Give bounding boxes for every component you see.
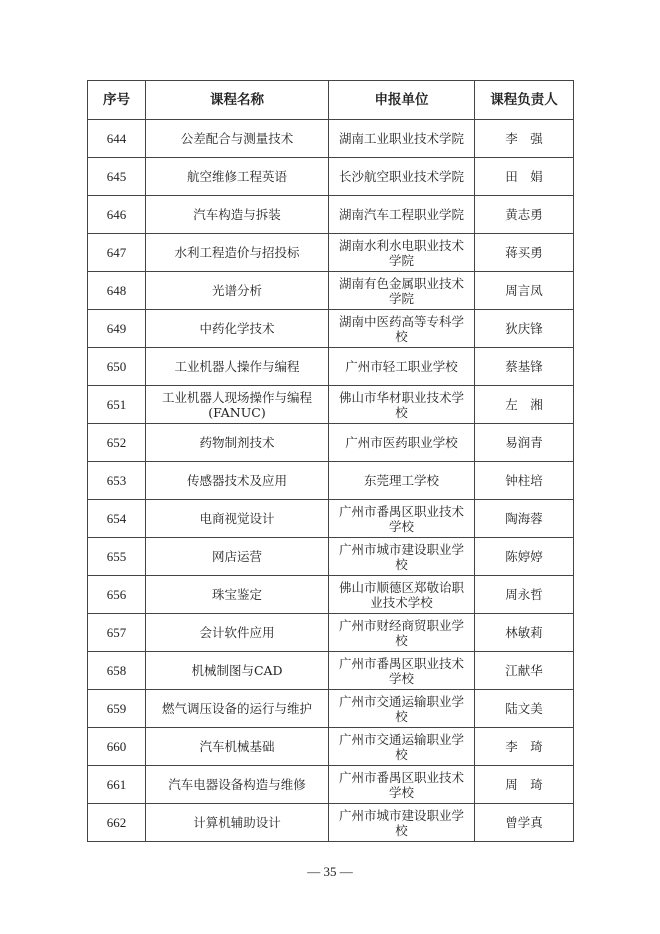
- course-name-cell: 燃气调压设备的运行与维护: [146, 690, 329, 728]
- header-course-name: 课程名称: [146, 81, 329, 120]
- course-name-cell: 光谱分析: [146, 272, 329, 310]
- serial-number-cell: 650: [88, 348, 146, 386]
- course-name-cell: 中药化学技术: [146, 310, 329, 348]
- applying-unit-cell: 佛山市顺德区郑敬诒职业技术学校: [329, 576, 475, 614]
- applying-unit-cell: 广州市交通运输职业学校: [329, 690, 475, 728]
- applying-unit-cell: 广州市番禺区职业技术学校: [329, 500, 475, 538]
- course-lead-cell: 陈婷婷: [475, 538, 574, 576]
- serial-number-cell: 645: [88, 158, 146, 196]
- course-name-cell: 工业机器人现场操作与编程(FANUC): [146, 386, 329, 424]
- applying-unit-cell: 长沙航空职业技术学院: [329, 158, 475, 196]
- table-row: [88, 500, 574, 538]
- course-name-cell: 机械制图与CAD: [146, 652, 329, 690]
- table-header-row: [88, 81, 574, 120]
- course-name-cell: 汽车机械基础: [146, 728, 329, 766]
- serial-number-cell: 659: [88, 690, 146, 728]
- table-row: [88, 272, 574, 310]
- serial-number-cell: 657: [88, 614, 146, 652]
- course-lead-cell: 黄志勇: [475, 196, 574, 234]
- course-lead-cell: 江献华: [475, 652, 574, 690]
- course-name-cell: 会计软件应用: [146, 614, 329, 652]
- serial-number-cell: 649: [88, 310, 146, 348]
- course-lead-cell: 林敏莉: [475, 614, 574, 652]
- course-lead-cell: 蔡基锋: [475, 348, 574, 386]
- course-lead-cell: 狄庆锋: [475, 310, 574, 348]
- table-row: [88, 690, 574, 728]
- serial-number-cell: 654: [88, 500, 146, 538]
- course-lead-cell: 周 琦: [475, 766, 574, 804]
- table-row: [88, 234, 574, 272]
- course-name-cell: 电商视觉设计: [146, 500, 329, 538]
- course-name-cell: 公差配合与测量技术: [146, 120, 329, 158]
- header-course-lead: 课程负责人: [475, 81, 574, 120]
- applying-unit-cell: 广州市财经商贸职业学校: [329, 614, 475, 652]
- serial-number-cell: 658: [88, 652, 146, 690]
- table-row: [88, 804, 574, 842]
- applying-unit-cell: 湖南有色金属职业技术学院: [329, 272, 475, 310]
- course-name-cell: 计算机辅助设计: [146, 804, 329, 842]
- course-name-cell: 珠宝鉴定: [146, 576, 329, 614]
- applying-unit-cell: 湖南汽车工程职业学院: [329, 196, 475, 234]
- serial-number-cell: 652: [88, 424, 146, 462]
- applying-unit-cell: 湖南水利水电职业技术学院: [329, 234, 475, 272]
- applying-unit-cell: 佛山市华材职业技术学校: [329, 386, 475, 424]
- table-row: [88, 120, 574, 158]
- serial-number-cell: 660: [88, 728, 146, 766]
- table-row: [88, 766, 574, 804]
- table-row: [88, 196, 574, 234]
- course-lead-cell: 李 强: [475, 120, 574, 158]
- applying-unit-cell: 广州市交通运输职业学校: [329, 728, 475, 766]
- applying-unit-cell: 广州市番禺区职业技术学校: [329, 766, 475, 804]
- course-lead-cell: 易润青: [475, 424, 574, 462]
- serial-number-cell: 646: [88, 196, 146, 234]
- course-name-cell: 药物制剂技术: [146, 424, 329, 462]
- serial-number-cell: 653: [88, 462, 146, 500]
- table-row: [88, 538, 574, 576]
- serial-number-cell: 648: [88, 272, 146, 310]
- header-serial-number: 序号: [88, 81, 146, 120]
- serial-number-cell: 644: [88, 120, 146, 158]
- course-table-container: [87, 80, 573, 842]
- table-row: [88, 310, 574, 348]
- applying-unit-cell: 广州市医药职业学校: [329, 424, 475, 462]
- applying-unit-cell: 湖南中医药高等专科学校: [329, 310, 475, 348]
- table-row: [88, 386, 574, 424]
- header-applying-unit: 申报单位: [329, 81, 475, 120]
- course-name-cell: 网店运营: [146, 538, 329, 576]
- applying-unit-cell: 广州市番禺区职业技术学校: [329, 652, 475, 690]
- course-lead-cell: 周永哲: [475, 576, 574, 614]
- course-lead-cell: 李 琦: [475, 728, 574, 766]
- serial-number-cell: 647: [88, 234, 146, 272]
- serial-number-cell: 662: [88, 804, 146, 842]
- table-row: [88, 158, 574, 196]
- table-row: [88, 348, 574, 386]
- table-row: [88, 652, 574, 690]
- table-row: [88, 424, 574, 462]
- course-name-cell: 航空维修工程英语: [146, 158, 329, 196]
- course-table: [87, 80, 574, 842]
- serial-number-cell: 656: [88, 576, 146, 614]
- applying-unit-cell: 广州市城市建设职业学校: [329, 538, 475, 576]
- serial-number-cell: 651: [88, 386, 146, 424]
- course-lead-cell: 陶海蓉: [475, 500, 574, 538]
- course-lead-cell: 陆文美: [475, 690, 574, 728]
- applying-unit-cell: 广州市轻工职业学校: [329, 348, 475, 386]
- course-lead-cell: 田 娟: [475, 158, 574, 196]
- course-name-cell: 水利工程造价与招投标: [146, 234, 329, 272]
- course-name-cell: 汽车构造与拆装: [146, 196, 329, 234]
- page-number: — 35 —: [307, 864, 353, 879]
- table-row: [88, 728, 574, 766]
- serial-number-cell: 661: [88, 766, 146, 804]
- course-lead-cell: 周言凤: [475, 272, 574, 310]
- applying-unit-cell: 湖南工业职业技术学院: [329, 120, 475, 158]
- course-lead-cell: 曾学真: [475, 804, 574, 842]
- table-row: [88, 614, 574, 652]
- applying-unit-cell: 广州市城市建设职业学校: [329, 804, 475, 842]
- serial-number-cell: 655: [88, 538, 146, 576]
- course-name-cell: 汽车电器设备构造与维修: [146, 766, 329, 804]
- course-lead-cell: 钟柱培: [475, 462, 574, 500]
- course-name-cell: 工业机器人操作与编程: [146, 348, 329, 386]
- course-name-cell: 传感器技术及应用: [146, 462, 329, 500]
- applying-unit-cell: 东莞理工学校: [329, 462, 475, 500]
- course-lead-cell: 蒋买勇: [475, 234, 574, 272]
- course-lead-cell: 左 湘: [475, 386, 574, 424]
- table-row: [88, 462, 574, 500]
- table-row: [88, 576, 574, 614]
